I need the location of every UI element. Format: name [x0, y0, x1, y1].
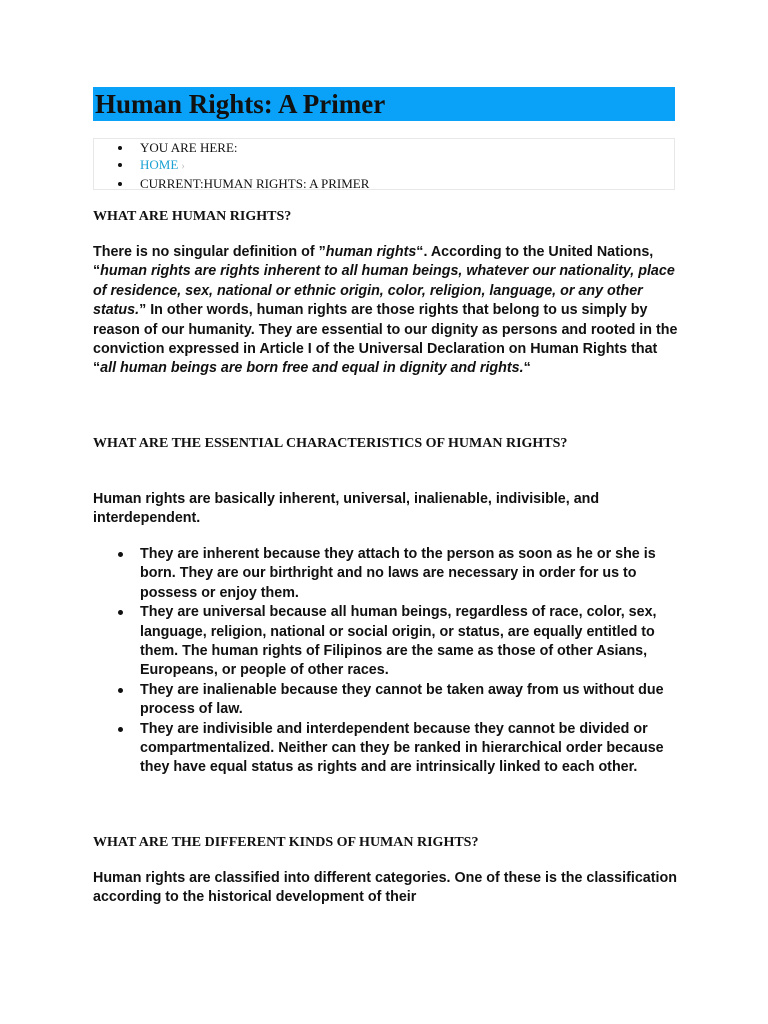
kinds-paragraph: Human rights are classified into different categories. One of these is the classification according to the historical development of their [93, 870, 677, 906]
breadcrumb [93, 138, 675, 190]
breadcrumb-current: CURRENT:HUMAN RIGHTS: A PRIMER [94, 175, 674, 192]
title-banner [93, 87, 675, 121]
breadcrumb-home [94, 156, 674, 175]
list-item: They are indivisible and interdependent because they cannot be divided or compartmentalized. Neither can they be ranked in hierarchical order because they have equal status as rights and are intrinsically linked to each other. [93, 720, 679, 778]
list-item: They are inalienable because they cannot be taken away from us without due process of law. [93, 681, 679, 720]
section-heading-what-are-human-rights: WHAT ARE HUMAN RIGHTS? [93, 209, 292, 224]
section-heading-characteristics: WHAT ARE THE ESSENTIAL CHARACTERISTICS OF HUMAN RIGHTS? [93, 436, 568, 451]
definition-paragraph: There is no singular definition of ”human rights“. According to the United Nations, “human rights are rights inherent to all human beings, whatever our nationality, place of residence, sex, national or ethnic origin, color, religion, language, or any other status.” In other words, human rights are those rights that belong to us simply by reason of our humanity. They are essential to our dignity as persons and rooted in the conviction expressed in Article I of the Universal Declaration on Human Rights that “all human beings are born free and equal in dignity and rights.“ [93, 244, 678, 377]
breadcrumb-home-link[interactable]: HOME [140, 157, 179, 172]
section-heading-kinds-of-rights: WHAT ARE THE DIFFERENT KINDS OF HUMAN RIGHTS? [93, 835, 479, 850]
breadcrumb-you-are-here: YOU ARE HERE: [94, 139, 674, 156]
characteristics-intro: Human rights are basically inherent, universal, inalienable, indivisible, and interdependent. [93, 491, 600, 527]
page-title: Human Rights: A Primer [95, 89, 386, 119]
characteristics-list [93, 545, 679, 778]
list-item: They are universal because all human beings, regardless of race, color, sex, language, religion, national or social origin, or status, are equally entitled to them. The human rights of Filipinos are the same as those of other Asians, Europeans, or people of other races. [93, 603, 679, 681]
list-item: They are inherent because they attach to the person as soon as he or she is born. They are our birthright and no laws are necessary in order for us to possess or enjoy them. [93, 545, 679, 603]
chevron-right-icon: › [181, 160, 185, 172]
